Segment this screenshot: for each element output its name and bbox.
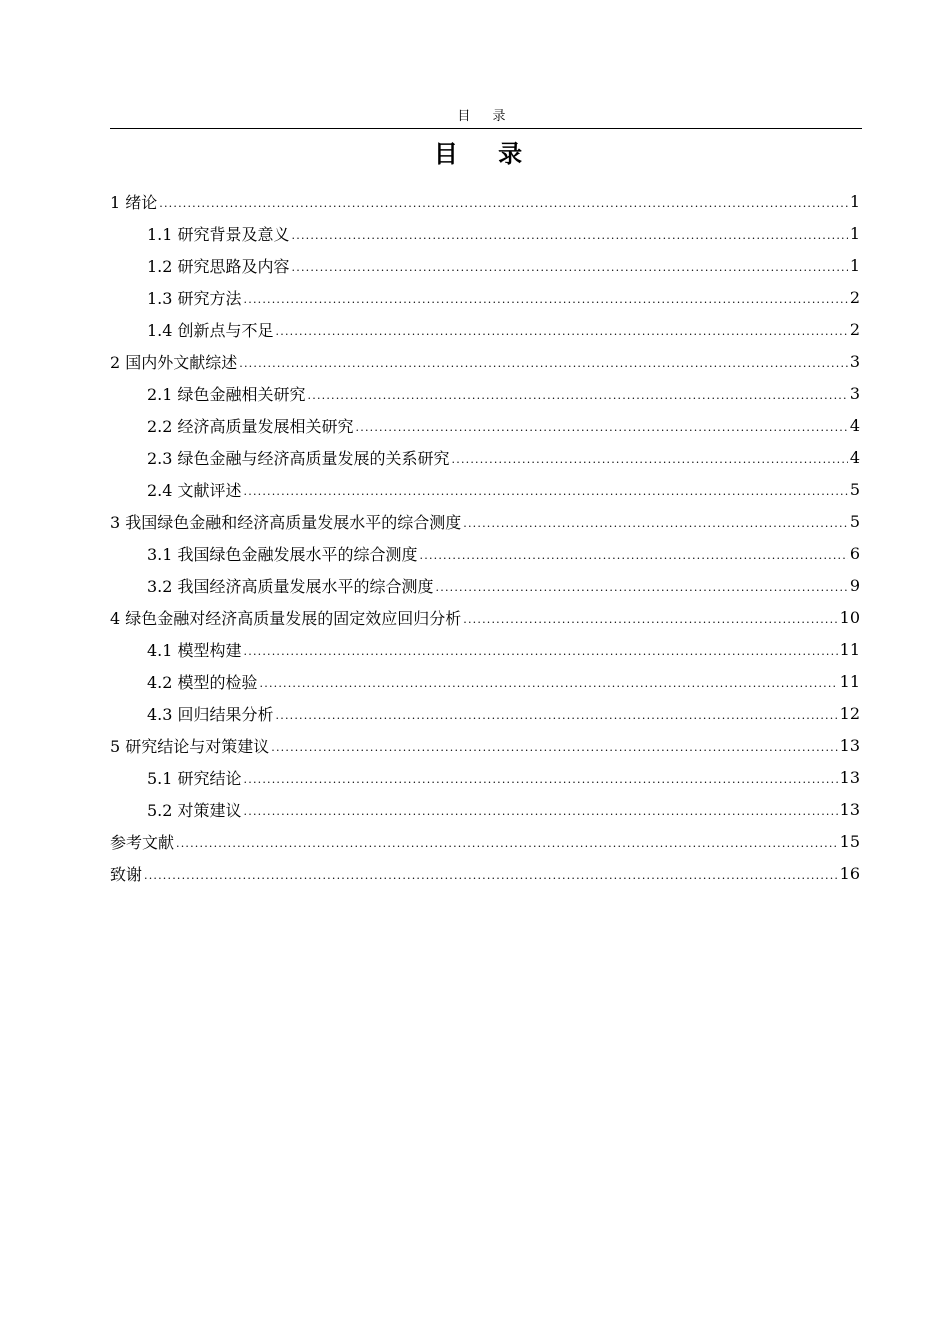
toc-entry-label: 1.3 研究方法 — [147, 288, 242, 308]
toc-entry-page-number: 13 — [839, 799, 860, 819]
dot-leader — [420, 549, 848, 563]
page-title: 目 录 — [433, 140, 539, 168]
toc-entry-label: 3 我国绿色金融和经济高质量发展水平的综合测度 — [110, 512, 462, 532]
dot-leader — [239, 357, 848, 371]
dot-leader — [244, 645, 838, 659]
toc-entry-page-number: 13 — [839, 735, 860, 755]
header-rule — [110, 128, 862, 129]
toc-entry-label: 3.2 我国经济高质量发展水平的综合测度 — [147, 576, 434, 596]
toc-entry-page-number: 5 — [849, 511, 860, 531]
toc-entry-page-number: 1 — [849, 255, 860, 275]
toc-entry-chapter[interactable] — [110, 857, 860, 889]
toc-entry-label: 5.1 研究结论 — [147, 768, 242, 788]
toc-entry-page-number: 4 — [849, 415, 860, 435]
toc-entry-label: 2.1 绿色金融相关研究 — [147, 384, 306, 404]
dot-leader — [308, 389, 848, 403]
toc-entry-page-number: 6 — [849, 543, 860, 563]
running-header: 目 录 — [457, 109, 515, 124]
toc-entry-page-number: 9 — [849, 575, 860, 595]
toc-entry-label: 1.1 研究背景及意义 — [147, 224, 290, 244]
toc-entry-page-number: 2 — [849, 287, 860, 307]
toc-entry-label: 4 绿色金融对经济高质量发展的固定效应回归分析 — [110, 608, 462, 628]
toc-entry-page-number: 11 — [839, 671, 860, 691]
dot-leader — [244, 773, 838, 787]
toc-entry-chapter[interactable] — [110, 729, 860, 761]
toc-entry-section[interactable] — [110, 665, 860, 697]
dot-leader — [463, 613, 837, 627]
toc-entry-page-number: 4 — [849, 447, 860, 467]
dot-leader — [271, 741, 837, 755]
toc-entry-page-number: 3 — [849, 383, 860, 403]
toc-entry-section[interactable] — [110, 441, 860, 473]
toc-entry-page-number: 1 — [849, 223, 860, 243]
toc-entry-section[interactable] — [110, 217, 860, 249]
toc-entry-page-number: 12 — [839, 703, 860, 723]
toc-entry-page-number: 10 — [839, 607, 860, 627]
dot-leader — [244, 293, 848, 307]
toc-entry-section[interactable] — [110, 281, 860, 313]
toc-entry-label: 3.1 我国绿色金融发展水平的综合测度 — [147, 544, 418, 564]
toc-entry-section[interactable] — [110, 473, 860, 505]
toc-entry-page-number: 13 — [839, 767, 860, 787]
toc-entry-section[interactable] — [110, 409, 860, 441]
toc-entry-label: 2.2 经济高质量发展相关研究 — [147, 416, 354, 436]
toc-entry-label: 5.2 对策建议 — [147, 800, 242, 820]
dot-leader — [159, 197, 848, 211]
dot-leader — [292, 261, 848, 275]
toc-entry-section[interactable] — [110, 377, 860, 409]
toc-entry-label: 2 国内外文献综述 — [110, 352, 238, 372]
toc-entry-label: 参考文献 — [110, 832, 175, 852]
dot-leader — [244, 485, 848, 499]
toc-entry-page-number: 3 — [849, 351, 860, 371]
dot-leader — [260, 677, 838, 691]
toc-entry-label: 1.2 研究思路及内容 — [147, 256, 290, 276]
toc-entry-label: 致谢 — [110, 864, 143, 884]
toc-entry-section[interactable] — [110, 313, 860, 345]
toc-entry-section[interactable] — [110, 569, 860, 601]
dot-leader — [144, 869, 838, 883]
dot-leader — [176, 837, 838, 851]
dot-leader — [244, 805, 838, 819]
toc-entry-page-number: 11 — [839, 639, 860, 659]
toc-entry-label: 1 绪论 — [110, 192, 158, 212]
toc-entry-page-number: 5 — [849, 479, 860, 499]
toc-entry-label: 4.3 回归结果分析 — [147, 704, 274, 724]
toc-entry-chapter[interactable] — [110, 505, 860, 537]
toc-entry-section[interactable] — [110, 761, 860, 793]
toc-entry-section[interactable] — [110, 697, 860, 729]
dot-leader — [463, 517, 848, 531]
table-of-contents — [110, 185, 860, 889]
dot-leader — [276, 709, 838, 723]
toc-entry-page-number: 16 — [839, 863, 860, 883]
dot-leader — [292, 229, 848, 243]
toc-entry-page-number: 15 — [839, 831, 860, 851]
toc-entry-label: 4.1 模型构建 — [147, 640, 242, 660]
toc-entry-page-number: 1 — [849, 191, 860, 211]
toc-entry-section[interactable] — [110, 537, 860, 569]
toc-entry-page-number: 2 — [849, 319, 860, 339]
toc-entry-label: 2.4 文献评述 — [147, 480, 242, 500]
dot-leader — [356, 421, 848, 435]
toc-entry-section[interactable] — [110, 249, 860, 281]
toc-entry-chapter[interactable] — [110, 601, 860, 633]
toc-entry-chapter[interactable] — [110, 185, 860, 217]
toc-entry-label: 5 研究结论与对策建议 — [110, 736, 270, 756]
toc-entry-chapter[interactable] — [110, 825, 860, 857]
toc-entry-label: 2.3 绿色金融与经济高质量发展的关系研究 — [147, 448, 450, 468]
dot-leader — [276, 325, 848, 339]
toc-entry-section[interactable] — [110, 793, 860, 825]
dot-leader — [452, 453, 848, 467]
toc-entry-chapter[interactable] — [110, 345, 860, 377]
dot-leader — [436, 581, 848, 595]
toc-entry-label: 4.2 模型的检验 — [147, 672, 258, 692]
toc-entry-section[interactable] — [110, 633, 860, 665]
toc-entry-label: 1.4 创新点与不足 — [147, 320, 274, 340]
